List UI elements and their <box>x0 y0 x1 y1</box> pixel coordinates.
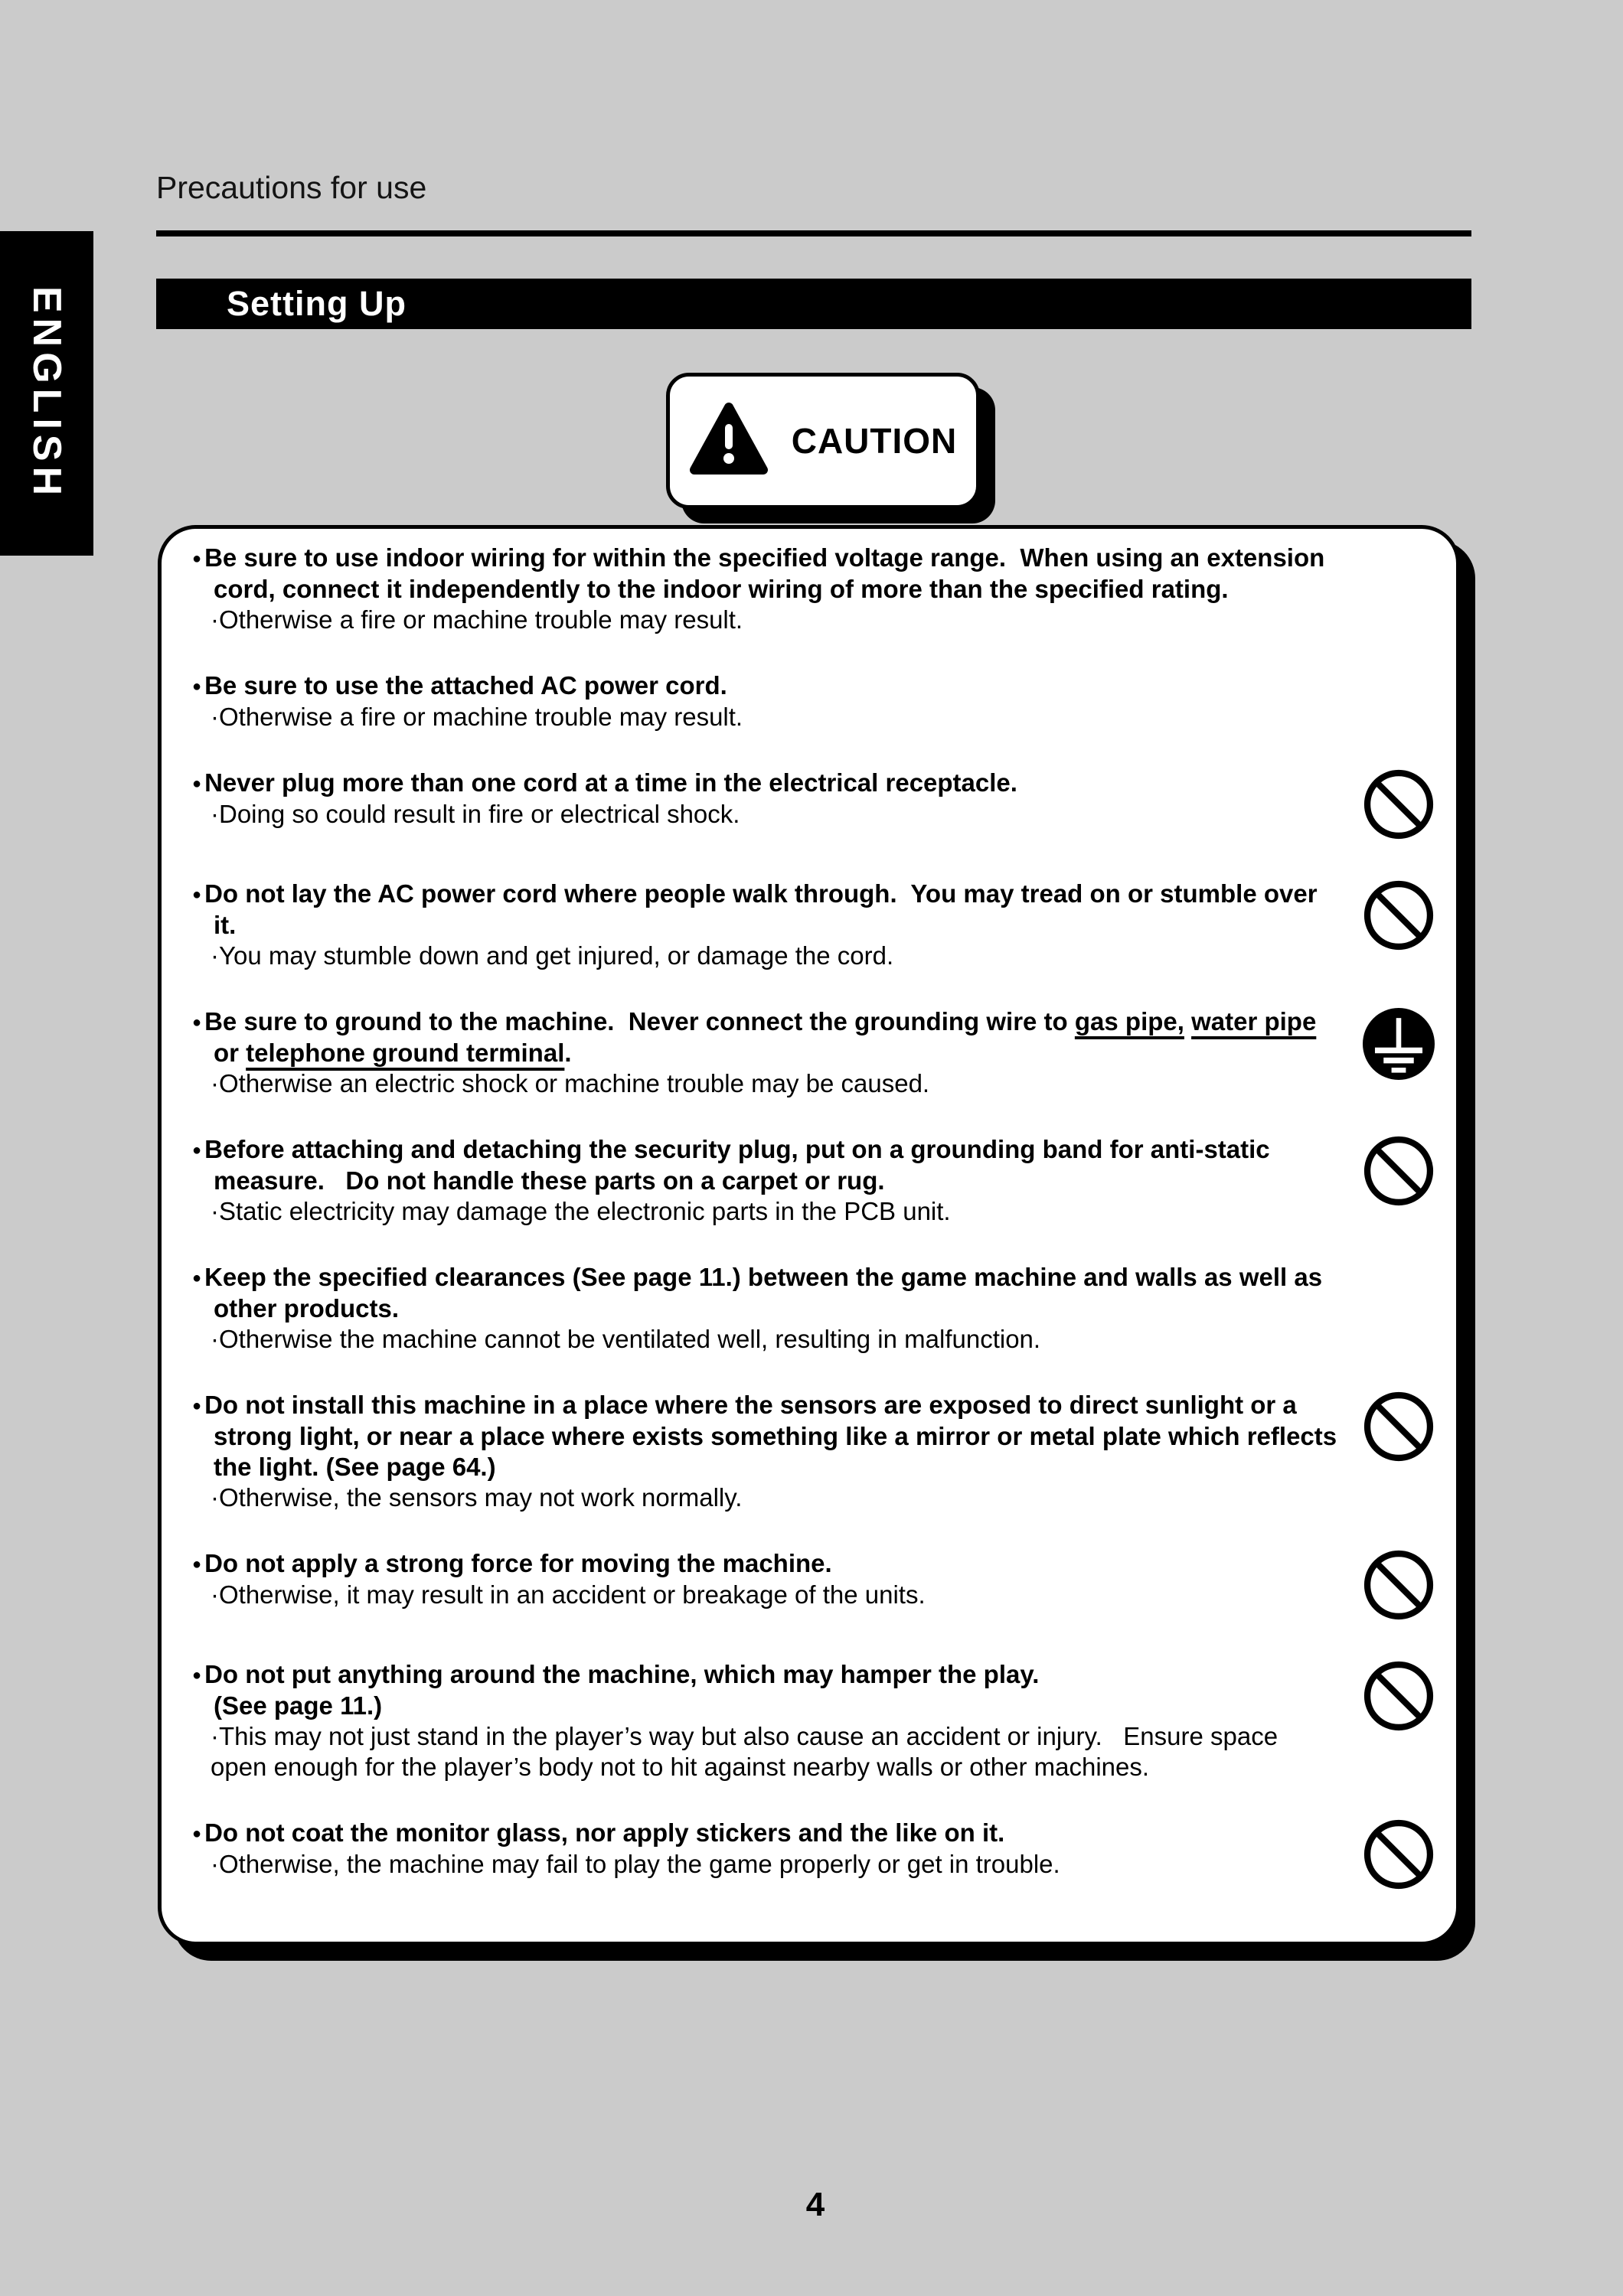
precautions-list <box>192 543 1456 1893</box>
precaution-item <box>192 1006 1456 1099</box>
underlined-text: telephone ground terminal <box>246 1039 565 1067</box>
precaution-item <box>192 879 1456 971</box>
precaution-icon-slot <box>1341 1006 1456 1084</box>
precaution-text <box>192 1262 1341 1355</box>
heading-text: Do not apply a strong force for moving the machine. <box>204 1549 832 1577</box>
caution-banner <box>666 373 980 509</box>
precaution-item <box>192 1818 1456 1893</box>
ground-icon <box>1363 1008 1435 1084</box>
precaution-note: ·Otherwise a fire or machine trouble may result. <box>211 605 743 634</box>
prohibition-icon <box>1363 1819 1434 1893</box>
precaution-note: ·Doing so could result in fire or electrical shock. <box>211 800 740 828</box>
page-title: Precautions for use <box>156 170 427 205</box>
precaution-note: ·You may stumble down and get injured, or damage the cord. <box>211 941 894 970</box>
heading-text: Never plug more than one cord at a time in the electrical receptacle. <box>204 768 1017 797</box>
language-tab-label: ENGLISH <box>24 285 69 501</box>
underlined-text: gas pipe, <box>1074 1007 1184 1035</box>
page-number: 4 <box>805 2186 825 2223</box>
precaution-item <box>192 768 1456 843</box>
heading-text: . <box>564 1039 572 1067</box>
prohibition-icon <box>1363 1661 1434 1735</box>
precaution-note: ·Otherwise, it may result in an accident or breakage of the units. <box>211 1580 926 1609</box>
precaution-icon-slot <box>1341 1818 1456 1893</box>
precaution-heading <box>192 768 1341 799</box>
precaution-heading <box>192 1262 1341 1324</box>
precaution-text <box>192 1818 1341 1880</box>
prohibition-icon <box>1363 1391 1434 1466</box>
precaution-note: ·Otherwise a fire or machine trouble may result. <box>211 703 743 731</box>
caution-label: CAUTION <box>791 421 958 461</box>
precaution-icon-slot <box>1341 1659 1456 1735</box>
precaution-item <box>192 1548 1456 1624</box>
section-header-label: Setting Up <box>227 284 407 323</box>
precaution-item <box>192 670 1456 732</box>
prohibition-icon <box>1363 1550 1434 1624</box>
heading-text: or <box>214 1007 1324 1067</box>
precaution-note: ·Otherwise, the sensors may not work normally. <box>211 1483 743 1512</box>
heading-text <box>1184 1007 1191 1035</box>
heading-text: Be sure to ground to the machine. Never connect the grounding wire to <box>204 1007 1075 1035</box>
precaution-note: ·Otherwise the machine cannot be ventilated well, resulting in malfunction. <box>211 1325 1041 1353</box>
precaution-item <box>192 543 1456 635</box>
precaution-heading <box>192 1659 1341 1721</box>
underlined-text: water pipe <box>1191 1007 1317 1035</box>
precaution-item <box>192 1390 1456 1513</box>
precaution-heading <box>192 1390 1344 1482</box>
precaution-text <box>192 543 1341 635</box>
precaution-text <box>192 670 1341 732</box>
heading-text: Do not install this machine in a place where the sensors are exposed to direct sunlight or a strong light, or near a place where exists something like a mirror or metal plate which reflects the light. (See page 64.) <box>204 1391 1344 1481</box>
language-tab <box>0 231 93 556</box>
precaution-text <box>192 1134 1341 1227</box>
precaution-note: ·Otherwise an electric shock or machine trouble may be caused. <box>211 1069 930 1097</box>
precaution-text <box>192 1006 1341 1099</box>
precaution-text <box>192 1390 1344 1513</box>
warning-triangle-icon <box>689 402 769 481</box>
precaution-icon-slot <box>1341 1390 1456 1466</box>
heading-text: Do not lay the AC power cord where people walk through. You may tread on or stumble over it. <box>204 879 1324 939</box>
precaution-heading <box>192 1006 1341 1068</box>
precaution-heading <box>192 1134 1341 1196</box>
heading-text: (See page 11.) <box>214 1691 383 1720</box>
heading-text: Be sure to use the attached AC power cord. <box>204 671 727 700</box>
heading-text: Do not put anything around the machine, which may hamper the play. <box>204 1660 1040 1688</box>
precautions-panel <box>158 525 1460 1945</box>
precaution-heading <box>192 543 1341 605</box>
precaution-item <box>192 1262 1456 1355</box>
precaution-heading <box>192 879 1341 941</box>
heading-text: Keep the specified clearances (See page 11.) between the game machine and walls as well as other products. <box>204 1263 1330 1322</box>
heading-text: Before attaching and detaching the security plug, put on a grounding band for anti-static measure. Do not handle these parts on a carpet or rug. <box>204 1135 1277 1195</box>
prohibition-icon <box>1363 769 1434 843</box>
precaution-text <box>192 1548 1341 1610</box>
precaution-icon-slot <box>1341 543 1456 544</box>
precaution-icon-slot <box>1341 1134 1456 1210</box>
precaution-icon-slot <box>1341 879 1456 954</box>
precaution-icon-slot <box>1341 670 1456 672</box>
precaution-icon-slot <box>1341 1548 1456 1624</box>
precaution-note: ·Otherwise, the machine may fail to play the game properly or get in trouble. <box>211 1850 1060 1878</box>
precaution-heading <box>192 670 1341 702</box>
section-header <box>156 279 1471 329</box>
prohibition-icon <box>1363 1136 1434 1210</box>
precaution-text <box>192 1659 1341 1782</box>
precaution-icon-slot <box>1341 768 1456 843</box>
prohibition-icon <box>1363 880 1434 954</box>
precaution-icon-slot <box>1341 1262 1456 1264</box>
precaution-item <box>192 1134 1456 1227</box>
precaution-heading <box>192 1818 1341 1849</box>
header-rule <box>156 230 1471 236</box>
precaution-item <box>192 1659 1456 1782</box>
heading-text: Do not coat the monitor glass, nor apply stickers and the like on it. <box>204 1818 1005 1847</box>
precaution-note: ·Static electricity may damage the electronic parts in the PCB unit. <box>211 1197 951 1225</box>
precaution-text <box>192 768 1341 830</box>
precaution-heading <box>192 1548 1341 1580</box>
heading-text: Be sure to use indoor wiring for within the specified voltage range. When using an extension cord, connect it independently to the indoor wiring of more than the specified rating. <box>204 543 1332 603</box>
precaution-note: ·This may not just stand in the player’s way but also cause an accident or injury. Ensure space open enough for the player’s body not to hit against nearby walls or other machines. <box>211 1722 1285 1781</box>
precaution-text <box>192 879 1341 971</box>
